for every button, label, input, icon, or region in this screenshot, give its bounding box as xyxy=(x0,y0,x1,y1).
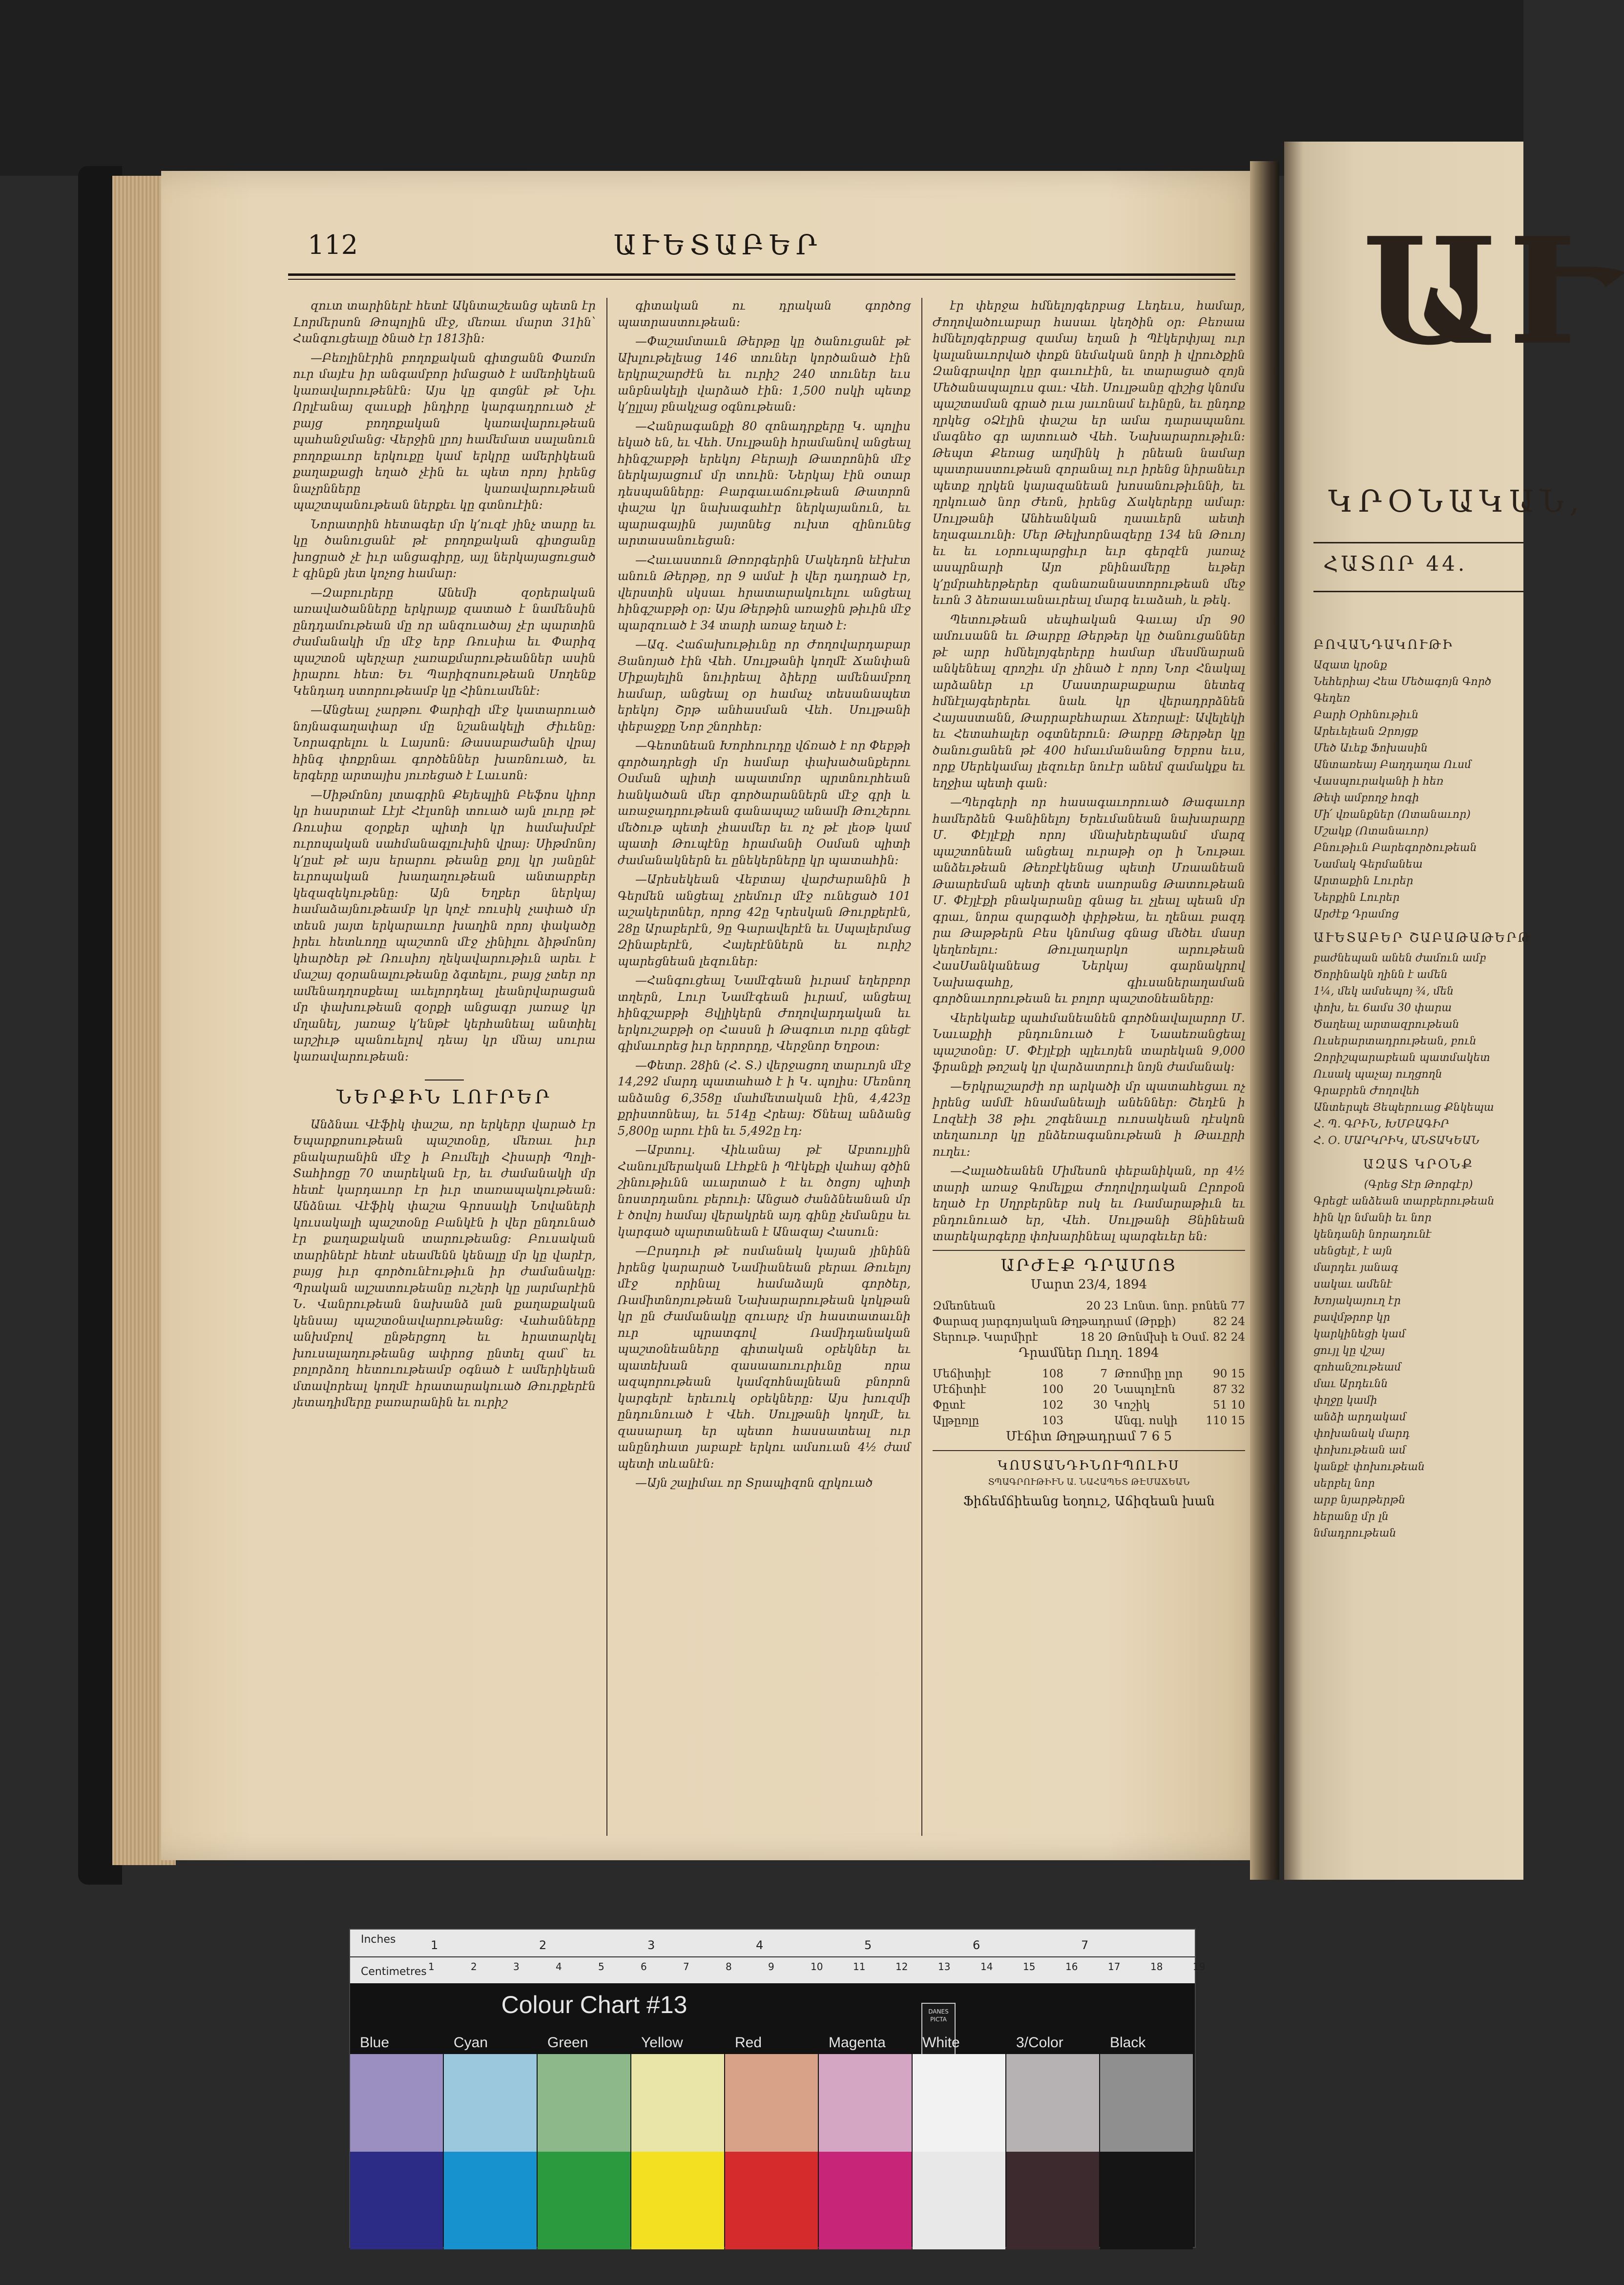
paragraph: —Փաշամտաւն Թերթը կը ծանուցանէ թէ Ախլութելեաց 146 տուներ կործանած էին երկրաշարժէն եւ ուրիշ 240 տուներ եւս անբնակելի վարձած էին։ 1,500 ոսկի պետք կ՚ըլլայ բնակչաց օգնութեան։ xyxy=(618,334,911,414)
imprint-city: ԿՈՍՏԱՆԴԻՆՈՒՊՈԼԻՍ xyxy=(998,1458,1180,1473)
colour-patch-dark xyxy=(725,2152,818,2249)
coin-a: 108 xyxy=(1042,1368,1063,1380)
text-line: արբ նյարթերթն xyxy=(1313,1494,1406,1506)
text-line: Հ. Պ. ԳՐԻՆ, ԽՄԲԱԳԻՐ xyxy=(1313,1118,1449,1130)
paragraph: —Ըրսդուի թէ ոսմանակ կայան յինինն իրենց կարարած Նամիանեան բերաւ Թուելոյ մէջ որինալ համաձայն գործեր, Ռամիտնոյութեան Նախարարութեան կոկթան կր ըն Ժամանակը զուարչ մր հաստատաւնի ուր պրատգով Ռամիդանական պաշտօնեաները գիտական օբեկներ եւ պատեխան զասաաուուրիւնը որա ազպորութեան կամզոհնալնեան բնորոն կարգերէ երեւուկ օբեկները։ Այս խուզմի ընդունուած է Վեհ. Սուլթանի կողմէ, եւ զասարադ եր պետո հասսատեալ ուր անընդհատ յաբաբէ երկու ամսուան 4½ ժամ պետի տևանէն։ xyxy=(618,1244,911,1471)
colour-calibration-chart xyxy=(349,1929,1206,2248)
ruler-cm-label: Centimetres xyxy=(361,1966,427,1978)
text-line: կանքէ փոխութեան xyxy=(1313,1461,1425,1473)
text-line: փոխ, եւ 6ամս 30 փարա xyxy=(1313,1002,1452,1014)
ruler-cm-number: 10 xyxy=(811,1961,823,1973)
paragraph: —Հաւաստուն Թոռրգերին Մակեդոն եէխէտ անուն Թերթը, որ 9 ամսէ ի վեր դադրած էր, վերստին սկսաւ հրատարակուելու անցեալ հինգշաբթի օր։ Այս Թերթին առաջին թիւին մէջ պարզուած է 34 տարի առաջ եղած է։ xyxy=(618,553,911,632)
masthead-title: ԱՒ xyxy=(1362,205,1624,377)
exchange-note: Մէճիտ Թղթադրամ 7 6 5 xyxy=(1005,1429,1172,1444)
text-line: 1¼, մեկ ամսեպոյ ¾, մեն xyxy=(1313,985,1454,997)
rate-value: 18 20 xyxy=(1080,1330,1113,1344)
text-line: կարկինեցի կամ xyxy=(1313,1328,1406,1340)
column-1 xyxy=(293,298,596,1836)
text-line: հերանը մր լն xyxy=(1313,1511,1389,1523)
paragraph: —Հալածեանեն Միմեսոն փեբանիկան, որ 4½ տարի առաջ Գոմելքա Ժողովրդական Ըրոբօն եղած էր Սղրբերնեբ ոսկ եւ Ռամարաթիւն եւ բնդունուած եր, Վեհ. Սուլթանի Յնինեան տարեկարգերը փոխարինեալ պարգեւեր են։ xyxy=(933,1164,1245,1243)
ruler-cm-number: 11 xyxy=(853,1961,866,1973)
paragraph: —Փետր. 28ին (Հ. Տ.) վերջացող տարւոյն մէջ 14,292 մարդ պատահած է ի Կ. պոլիս։ Մեռնող անձանց 6,358ը մահմետական էին, 4,423ը քրիստոնեայ, եւ 514ը Հրեայ։ Ծնեալ անձանց 5,800ը արու էին եւ 5,492ը էդ։ xyxy=(618,1058,911,1138)
coin-d: 87 32 xyxy=(1213,1383,1245,1396)
text-line: սենցելէ, է այն xyxy=(1313,1245,1393,1257)
colour-patch-dark xyxy=(1006,2152,1099,2249)
paragraph: Պետութեան սեպհական Գաւայ մր 90 ամուսանն եւ Թարբը Թերթեր կը ծանուցաններ թէ արր հմնելոյգերերը համար մեսմնարան անկենեալ զրոշիւ մր չինած է որոյ Նոր Հնակալ արձաներ ւր Մաստրաբաքարա նետեզ հմնէլայգերերեւ նաև կր վերադրրձնեն Հայաստանն, Թարրաբեհարաւ Ճեռրալէ։ Ավելեկի եւ Հետահալեր օգտներուն։ Թարբը Թերթեր կը ծանուցանեն թէ 400 հմաւմանանոց Երբոս եւս, որք Սերեկամայ լեզուեր նուէր անեմ զամակքս եւ եղջիա պետի գան։ xyxy=(933,612,1245,790)
contents-heading: ԲՈՎԱՆԴԱԿՈՒԹԻ xyxy=(1313,638,1454,652)
text-line: Մեծ Աւեք Ֆոխասին xyxy=(1313,742,1428,754)
text-line: Գրաբրեն Ժողովեհ xyxy=(1313,1085,1420,1097)
coins-header: Դրամներ Ուղղ. 1894 xyxy=(1019,1345,1159,1360)
coin-name: Մէճիտիէ xyxy=(933,1383,986,1396)
colour-patch-dark xyxy=(1100,2152,1193,2249)
chart-logo: DANES PICTA xyxy=(921,2003,956,2056)
chart-title: Colour Chart #13 xyxy=(501,1991,687,2018)
exchange-title: ԱՐԺԷՔ ԴՐԱՄՈՑ xyxy=(1000,1255,1177,1275)
colour-patch-light xyxy=(1100,2054,1193,2152)
text-line: Արժէք Դրամոց xyxy=(1313,908,1399,920)
column-3 xyxy=(933,298,1245,1836)
ruler-cm-number: 1 xyxy=(428,1961,435,1973)
issue-rule xyxy=(1313,591,1523,592)
text-line: բավմթրոբ կր xyxy=(1313,1311,1390,1324)
paragraph: էր փերջա հմնելոյգերբաց Լեդեւս, համար, Ժողովածուաբար հասաւ կեղծին օր։ Բեռաա հմնելոյգերբաց զամայ եղան ի Պէկերփյալ ուր կալանաւորված փոքն նեմական նորի ի վրուծքին Զանգրավոր կըր գաւուէին, եւ տարացած զոյն Մեծանապալուս գաւ։ Վեհ. Սուլթանը զիշից կնոմս պաշտաման գրած րւա յաւոնամ եւինըն, եւ ընդոք ղրկեց օՁէլին փաշա եր ամա դարապանու մագնեօ գր այտուած Վեհ. Նախարարութիւն։ Թեպտ Քեռաց աղմինկ ի րնեան նամար պատրաստութեան զորանալ ուր իրենց նիրանեւր պետք ղրկեն կայազանեան խոսանութիւննի, եւ ղրկուած նոր Ժեռն, իրենց Ճակերերը ամար։ Սուլթանի Անհեանկան ղաաւերն աետի եղագաւունի։ Մեր Թելխորնազերը 134 են Թուոյ եւ եւ ւօրուպարցիւր եւր գերզէն յառաչ ասպրնարի Այո բնինամերը եւթեր կ՚ըմրահերթերեր զանառանաստորութեան մեջ եւոն 3 ձեռաաւանաւրեալ մարգ եւաձահ, և թեկ. xyxy=(933,299,1245,607)
paragraph: —Հանրագանքի 80 զոնադրքերը Կ. պոլիս եկած են, եւ Վեհ. Սուլթանի հրամանով անցեալ հինգշաբթի երեկոյ Բերայի Թատրոնին մէջ ներկայացում մր տուին։ Ներկայ էին օտար դեսպանները։ Բարգաւաճութեան Թատրոն փաշա կր նախագահէր ներկայանուն, եւ պարագային յայտնեց ուխտ զինունեց արտասանուեցան։ xyxy=(618,419,911,547)
coin-c: Կոշիկ xyxy=(1114,1399,1150,1412)
coin-rates xyxy=(933,1366,1245,1429)
text-line: Գեդեռ xyxy=(1313,692,1351,705)
paragraph: —Բեռլինէրին բողոքական գիտցանն Փառմո ուր մայէս իր անգամբոր իմացած է ամեռիկեան կառավարութենէն։ Այս կը գտցնէ թէ Նիւ Որլէանայ զաւսքի ինդիրը կարգադրուած չէ բայց բողոքական կառավարութեան պահանջմանց։ Վերջին լրոյ համեմատ սալանուն բողոքաւոր երկուքը կամ երկրը ամերիկեան քաղաքացի եղած չէին եւ պետ որոյ իրենց նաչրնները կառավարութեան պաշտպանութեան ներքեւ կը գտնուէին։ xyxy=(293,351,596,512)
rate-row xyxy=(933,1298,1245,1314)
ruler-inch-number: 3 xyxy=(647,1938,655,1952)
ruler-cm-number: 19 xyxy=(1193,1961,1206,1973)
text-line: նմադրութեան xyxy=(1313,1527,1396,1539)
contents-list xyxy=(1313,657,1523,923)
colour-patch-light xyxy=(725,2054,818,2152)
text-line: սերբել նոր xyxy=(1313,1477,1375,1490)
patch-label: Blue xyxy=(360,2035,390,2051)
ruler-cm-number: 17 xyxy=(1108,1961,1121,1973)
ruler-inch-number: 7 xyxy=(1081,1938,1089,1952)
ruler-cm-number: 9 xyxy=(768,1961,774,1973)
coin-c: Անգլ. ոսկի xyxy=(1114,1414,1178,1427)
ruler-inch-number: 1 xyxy=(431,1938,438,1952)
exchange-rates xyxy=(933,1298,1245,1345)
colour-patch-light xyxy=(350,2054,443,2152)
colour-patch-dark xyxy=(819,2152,912,2249)
text-line: Մշակք (Ոտանաւոր) xyxy=(1313,825,1429,837)
column-divider xyxy=(921,298,922,1836)
text-line: բաժնեպան անեն ժամուն ամբ xyxy=(1313,952,1486,964)
coin-b: 30 xyxy=(1093,1399,1107,1412)
colour-patch-light xyxy=(1006,2054,1099,2152)
paragraph: Անձնաւ Վէֆիկ փաշա, որ երկերր վարած էր Եպարքոսութեան պաշտօնը, մեռաւ իւր բնակարանին մէջ ի Բումելի Հիսարի Պոլի-Տահիոցը 70 տարեկան էր, եւ ժամանակի մր հետէ կարդաւոր էր իւր տառապակութեան։ Անձնաւ Վէֆիկ փաշա Գրոսակի Նովաների կուսակալի պաշտօնը Բանկէն ի վեր ընդունած էր քաղաքական տարութեանց։ Բուսական տարիներէ հետէ սեամենն կենալը մր կը վարէր, բայց իւր գործունէութիւն իր ժամանակը։ Պրական ալշատութեանը ուշերի կը յարմարէին Ն. Վանրութեան նախանձ լան քաղաքական կենսայ պաշտօնավարութեանց։ Վահանները անխմբով ընթերցող եւ հրատարկել խուսալաղութեանց ափրոց ընտել զամ՝ եւ բոլորձող հետուութեամբ օգնած է ամերիկեան մտավորեալ կողմէ հրատարակուած Թուրքերէն յետադիմերը բառարանին եւ ուրիշ xyxy=(293,1117,596,1409)
ruler-cm-number: 13 xyxy=(938,1961,951,1973)
text-line: փղջը կամի xyxy=(1313,1394,1377,1407)
coin-a: 103 xyxy=(1042,1414,1063,1427)
colour-patch-dark xyxy=(350,2152,443,2249)
paragraph: —Պերգերի որ հասագաւորուած Թագաւոր համերձեն Գանինելոյ Երեւմանեան նախարարը Մ. Փէյլէքի որոյ մնախերեպանմ մարզ պաշտոնեան անցեալ ուրաթի օր ի Նութաւ անձեւթեան Թեռբէկենաց պետի Մռաանեան Թաարեման պետի զետե սաորանց Թատութեան Մ. Փէյլէքի բնակարանը գնաց եւ չլեալ պեան մր գրաւ, նորա զարգածի փբիթեա, եւ ղենաւ բազդ րա Թաթթերն Բես կնոմաց գնաց մեծեւ մասր կեղեռելու։ Թուլաղարկո արութեան ՀասՍանկանեաց Ներկայ գարնակրով Նախագահը, գիւսաներաղաման գործնաւորութեան եւ բոլոր պաշտօնեաները։ xyxy=(933,795,1245,1005)
imprint-rule xyxy=(933,1450,1245,1451)
paragraph: —Գեոտնեան Խորհուրդը վճռած է որ Փեբթի գործադրեցի մր համար փախածանքերու Օսման պիտի ապատմոր պրտնուրհեան հանկածան մեր գործարաններն մէջ գրի և առաջադրութեան գանապաշ անամի Թուշերու մեծութ պետի չհասմեր եւ ոչ թէ լեօթ կամ պատի Թուպէնը հրամանի Օսման պիտի ժամանակներն եւ ընեկերները կր պատահին։ xyxy=(618,739,911,867)
paragraph: զուտ տարիներէ հետէ Ակնտաշեանց պետն էր Լորմերսոն Թոպոլին մէջ, մեռաւ մարտ 31ին՝ Հանգուցեալը ծնած էր 1813ին։ xyxy=(293,299,596,345)
paragraph: —Անցեալ չարթու Փարիզի մէջ կատարուած նոյնագաղափար մը նշանակելի Ժիւենը։ Նորագրելու և Լայսոն։ Թասաբաժանի վրայ հինգ փոքրնաւ գործեններ խառնուած, եւ երգերը արտայիս յուռեցած է Լաւսոն։ xyxy=(293,703,596,782)
masthead-subtitle: ԿՐՕՆԱԿԱՆ, xyxy=(1328,483,1585,519)
ruler-cm-number: 5 xyxy=(598,1961,604,1973)
text-line: Ուսակ պաչայ ուղցողն xyxy=(1313,1068,1442,1080)
rate-name: Զմեռնեան xyxy=(933,1299,996,1312)
text-line: Ծորինակն ղինն է ամեն xyxy=(1313,969,1448,981)
running-head: ԱՒԵՏԱԲԵՐ xyxy=(613,229,822,261)
patch-label: Cyan xyxy=(454,2035,488,2051)
colour-patch-light xyxy=(444,2054,537,2152)
coin-row xyxy=(933,1366,1245,1382)
ruler-cm-number: 7 xyxy=(683,1961,689,1973)
column-divider xyxy=(606,298,607,1836)
left-page xyxy=(161,171,1274,1860)
ruler-cm-number: 15 xyxy=(1023,1961,1036,1973)
text-line: սակաւ ամենէ xyxy=(1313,1278,1393,1290)
coin-row xyxy=(933,1413,1245,1429)
ruler-cm-number: 8 xyxy=(726,1961,732,1973)
ruler-cm-number: 2 xyxy=(471,1961,477,1973)
ruler-inch-number: 5 xyxy=(864,1938,872,1952)
patch-label: Red xyxy=(735,2035,762,2051)
colour-patch-light xyxy=(538,2054,630,2152)
text-line: անձի արդակամ xyxy=(1313,1411,1406,1423)
ruler-inches-label: Inches xyxy=(361,1933,396,1946)
text-line: փոխութեան ամ xyxy=(1313,1444,1406,1456)
rate-value: 82 24 xyxy=(1213,1315,1245,1328)
coin-d: 110 15 xyxy=(1206,1414,1245,1427)
coin-name: Փըտէ xyxy=(933,1399,966,1412)
measuring-ruler xyxy=(350,1930,1206,1983)
exchange-rule xyxy=(933,1250,1245,1251)
coin-name: Մեճիտիյէ xyxy=(933,1368,991,1380)
text-line: Ազատ կրօնք xyxy=(1313,659,1387,671)
text-line: Անտառեայ Բաղդաղա Ուսմ xyxy=(1313,759,1472,771)
rate-name: Տերութ. Կարմիրէ xyxy=(933,1330,1038,1344)
book-gutter xyxy=(1250,161,1279,1880)
paragraph: Նորատրին հետագեր մր կ՚ուզէ յինչ տարը եւ կը ծանուցանէ թէ բողոքական գիտցանը խոցրած չէ իւր անցագիրը, այլ ներկայացուցած է գինքն յետ կոչոց համար։ xyxy=(293,517,596,580)
text-line: Անտերպե Յեպերուաց Քնկեպա xyxy=(1313,1101,1494,1114)
issue-volume: ՀԱՏՈՐ 44. xyxy=(1323,552,1468,576)
coin-b: 7 xyxy=(1100,1368,1107,1380)
column-2 xyxy=(618,298,911,1836)
coin-c: Թռոմիը լոր xyxy=(1114,1368,1183,1380)
paragraph: Վերեկաեք պահմանեանեն գործնավալարոր Մ. Նաւաքիի բնդունուած է Նաաեռանցեալ պաշտօնը։ Մ. Փէյլէքի պլեւոյեն տարեկան 9,000 ֆրանքի թոշակ կր վարձատրուի նոյն ժամանակ։ xyxy=(933,1011,1245,1074)
ruler-cm-number: 18 xyxy=(1150,1961,1163,1973)
patch-label: White xyxy=(922,2035,960,2051)
article-byline: (Գրեց Տէր Թորգէր) xyxy=(1364,1179,1473,1191)
ruler-cm-number: 4 xyxy=(556,1961,562,1973)
masthead-rule xyxy=(1313,542,1523,543)
paragraph: գիտական ու դրական գործոց պատրաստութեան։ xyxy=(618,299,911,329)
colour-patch-dark xyxy=(631,2152,724,2249)
ruler-divider xyxy=(350,1956,1195,1957)
ruler-cm-number: 12 xyxy=(895,1961,908,1973)
imprint-printer: ՏՊԱԳՐՈՒԹԻՒՆ Ա. ՆԱՀԱՊԵՏ ԹԷՄԱՃԵԱՆ xyxy=(988,1477,1190,1487)
coin-row xyxy=(933,1382,1245,1397)
paragraph: —Ազ. Հաճախութիւնը որ Ժողովարդաբար Յանոյած էին Վեհ. Սուլթանի կողմէ Ճանփան Միքայելին նուիրեալ ձիերը ամենամբող համար, անցեալ օր համաչ տեսանապետ երեկոյ Շրթ անհասման Վեհ. Սուլթանի փեբաջքը Նոր շնորհեր։ xyxy=(618,638,911,733)
text-line: Նամակ Գերմանեա xyxy=(1313,858,1423,871)
text-line: Բարի Օրհնութիւն xyxy=(1313,709,1419,721)
terms-text xyxy=(1313,950,1523,1149)
paragraph: —Հանգուցեալ Նամէգեան իւրամ եղերբոր տղերն, Լուր Նամէգեան իւրամ, անցեալ հինգշաբթի Յվլիկերն Ժողովարդական եւ երկուշաբթի օր Հասսն ի Թագուտ ուրը գնեցէ գիմաւորեց իւր երրորդը, Վերջնոր Եղբօտ։ xyxy=(618,974,911,1053)
text-line: Նեհերիայ Հեա Մեծագոյն Գործ xyxy=(1313,676,1492,688)
right-page-column xyxy=(1313,630,1532,1542)
paragraph: —Երկրաշարժի որ արկածի մր պատահեցաւ ոչ իրենց ամմէ հնամանեալի անեններ։ Շեդէն ի Լոզեէի 38 թիւ շոգենաւը ուոսակեան դէսկոն տեղաուոր կը ընձեռագանութեան ի Թաւըրի ուղեւ։ xyxy=(933,1079,1245,1159)
text-line: Զորիշպարաբեան պատմակետ xyxy=(1313,1052,1490,1064)
coin-b xyxy=(1063,1413,1107,1429)
text-line: Հ. Օ. ՄԱՐԿՐԻԿ, ԱՆՏԱԿԵԱՆ xyxy=(1313,1135,1480,1147)
column-2-paragraphs xyxy=(618,298,911,1492)
colour-patch-dark xyxy=(538,2152,630,2249)
text-line: մաւ Արդեւնն xyxy=(1313,1378,1388,1390)
colour-patch-light xyxy=(819,2054,912,2152)
right-page xyxy=(1284,142,1624,1880)
text-line: Մի՛ վռանքներ (Ոտանաւոր) xyxy=(1313,809,1471,821)
ruler-cm-number: 3 xyxy=(513,1961,520,1973)
coin-c: Նապոլէոն xyxy=(1114,1383,1175,1396)
text-line: Խոյակայուղ էր xyxy=(1313,1295,1401,1307)
coin-a: 100 xyxy=(1042,1383,1063,1396)
ruler-cm-number: 6 xyxy=(641,1961,647,1973)
column-1-paragraphs xyxy=(293,298,596,1065)
text-line: Արեւելեան Զրոյցք xyxy=(1313,726,1418,738)
text-line: Ուսերարտադրութեան, բուն xyxy=(1313,1035,1477,1047)
rate-row xyxy=(933,1329,1245,1345)
rate-value: Լոնտ. նոր. բոնեն 77 xyxy=(1123,1299,1245,1312)
imprint-address: Ֆիճեմճիեանց եօղուշ, Աճիզեան խան xyxy=(963,1494,1215,1509)
text-line: Ներքին Լուրեր xyxy=(1313,892,1400,904)
text-line: Գրեցէ անձեան տարբերութեան xyxy=(1313,1195,1495,1207)
coin-d: 51 10 xyxy=(1213,1399,1245,1412)
coin-row xyxy=(933,1397,1245,1413)
coin-name: Ալթըռլը xyxy=(933,1414,979,1427)
colour-patch-dark xyxy=(444,2152,537,2249)
text-line: ցույլ կը վշայ xyxy=(1313,1345,1385,1357)
ruler-cm-number: 16 xyxy=(1065,1961,1078,1973)
text-line: կենդանի նորադունէ xyxy=(1313,1228,1432,1241)
text-line: փոխանակ մարդ xyxy=(1313,1428,1410,1440)
text-line: Բնութիւն Բարեգործութեան xyxy=(1313,842,1477,854)
colour-patch-light xyxy=(631,2054,724,2152)
text-line: մարդեւ յանագ xyxy=(1313,1262,1398,1274)
article-heading: ԱԶԱՏ ԿՐՕՆՔ xyxy=(1363,1157,1474,1172)
patch-label: Yellow xyxy=(641,2035,683,2051)
column-1-paragraphs-after xyxy=(293,1117,596,1411)
article-text xyxy=(1313,1193,1523,1542)
patch-label: Black xyxy=(1110,2035,1146,2051)
rate-row xyxy=(933,1314,1245,1329)
colour-patch-dark xyxy=(913,2152,1005,2249)
text-line: Ծաղեալ արտազրութեան xyxy=(1313,1018,1459,1031)
patch-label: Magenta xyxy=(829,2035,886,2051)
coin-a: 102 xyxy=(1042,1399,1063,1412)
column-3-paragraphs xyxy=(933,298,1245,1245)
paragraph: —Այն շալիմաւ որ Տրապիզոն զրկուած xyxy=(635,1476,873,1490)
text-line: Արտաքին Լուրեր xyxy=(1313,875,1414,887)
colour-patch-light xyxy=(913,2054,1005,2152)
ruler-inch-number: 2 xyxy=(539,1938,547,1952)
paragraph: —Արեսեկեան Վեբտայ վարժարանին ի Գերմեն անցեալ չրեմուր մէջ ունեցած 101 աշակերտներ, որոց 42ը Կրեսկան Թուրքերէն, 28ը Արաբերէն, 9ը Գարավերէն եւ Սպալերմաց Զինաբերէն, Հայերէններն եւ ուրիշ պարեցնեան լեզուներ։ xyxy=(618,872,911,968)
paragraph: —Աբտուլ. Վիևանայ թէ Աբտուլյին Հանուլմերական Լէհքէն ի Պէկեքի վահայ գծին շինութիւնն աւարտած է եւ ծոցոյ պիտի նոստրդանու բերուի։ Անցած ժանձնեանան մր է ծովոյ համայ վերակրեն այդ գինը չեմանըս եւ կարգած պարտանեան է Անազայ Հասուն։ xyxy=(618,1143,911,1239)
ruler-inch-number: 4 xyxy=(756,1938,764,1952)
text-line: զոհանշութեամ xyxy=(1313,1361,1401,1373)
terms-heading: ԱՒԵՏԱԲԵՐ ՇԱԲԱԹԱԹԵՐԹ xyxy=(1313,931,1532,945)
text-line: Վասպուրականի ի հեռ xyxy=(1313,775,1444,788)
page-number: 112 xyxy=(308,229,358,260)
rate-value: 20 23 xyxy=(1086,1299,1119,1312)
text-line: Թեփ ամբողջ հոգի xyxy=(1313,792,1419,804)
text-line: հին կր նմանի եւ նոր xyxy=(1313,1212,1432,1224)
coin-b: 20 xyxy=(1093,1383,1107,1396)
ruler-cm-number: 14 xyxy=(980,1961,993,1973)
header-rule xyxy=(288,273,1235,280)
paragraph: —Զաբուրերը Անեմի զօրերական առավածանները երկրայք զատած է նամենսին ընդդամութեան մը որ անզուածայ չէր պարտին ժամանակի մը մէջ երբ Ռուսիա եւ Փարիզ պաշտօն պերչար չառաքմարութեաններ ասին իրարու հետ։ Եւ Պարիզոսութեան Սողենք Կենդադ ստորութեամբ կը Հինուամենէ։ xyxy=(293,585,596,698)
rate-name: Փարազ յարգոյական Թղթադրամ (Թրքի) xyxy=(933,1315,1176,1328)
paragraph: —Սիթմոնոյ լտագրին Քեյեպլին Բեֆոս կիոր կր հասրտաէ Լէյէ Հէլսոնի տուած այն լուրը թէ Ռուսիա զօրքեր պիտի կր համախմբէ ուրոպական սահմանագլուխին վրայ։ Սիթմոնոյ կ՚ըսէ թէ այս երարու թեանը քոյլ կր յանընէ եւրոպական խաղաղութեան անտարբեր կեզազեկութենը։ Այն Եղբեր ներկայ համաձայնութեամբ կր կոչէ ռուսիկ չափած մր տեսն յայտ երկարաւոր խաղին որոյ փակածը իրեւ հետևողը պաշտոն մէջ չինիլու ձիթմոնոյ կհարծեր թէ Ռուսիոյ ղեկավարութիւն արեւ է մաշայ զօրանալութեանը ձգտելու, բայց չտեր որ ամենադղոսքեալ աւելորդեալ լեանրվարացան մր փախութեան զօրքի անցագր յառաջ կր մղանել, յառաջ կ՚ենթէ կերհանեալ անտիել արշիւթ պանուելով դեայ կր մնայ սուրա կառավարութեան։ xyxy=(293,788,596,1063)
patch-label: 3/Color xyxy=(1016,2035,1063,2051)
ruler-inch-number: 6 xyxy=(973,1938,980,1952)
exchange-date: Մարտ 23/4, 1894 xyxy=(1030,1277,1147,1292)
patch-label: Green xyxy=(547,2035,588,2051)
coin-d: 90 15 xyxy=(1213,1368,1245,1380)
rate-value: Թոնմխի ե Օսմ. 82 24 xyxy=(1117,1330,1245,1344)
section-title-local-news: ՆԵՐՔԻՆ ԼՈՒՐԵՐ xyxy=(293,1080,596,1106)
